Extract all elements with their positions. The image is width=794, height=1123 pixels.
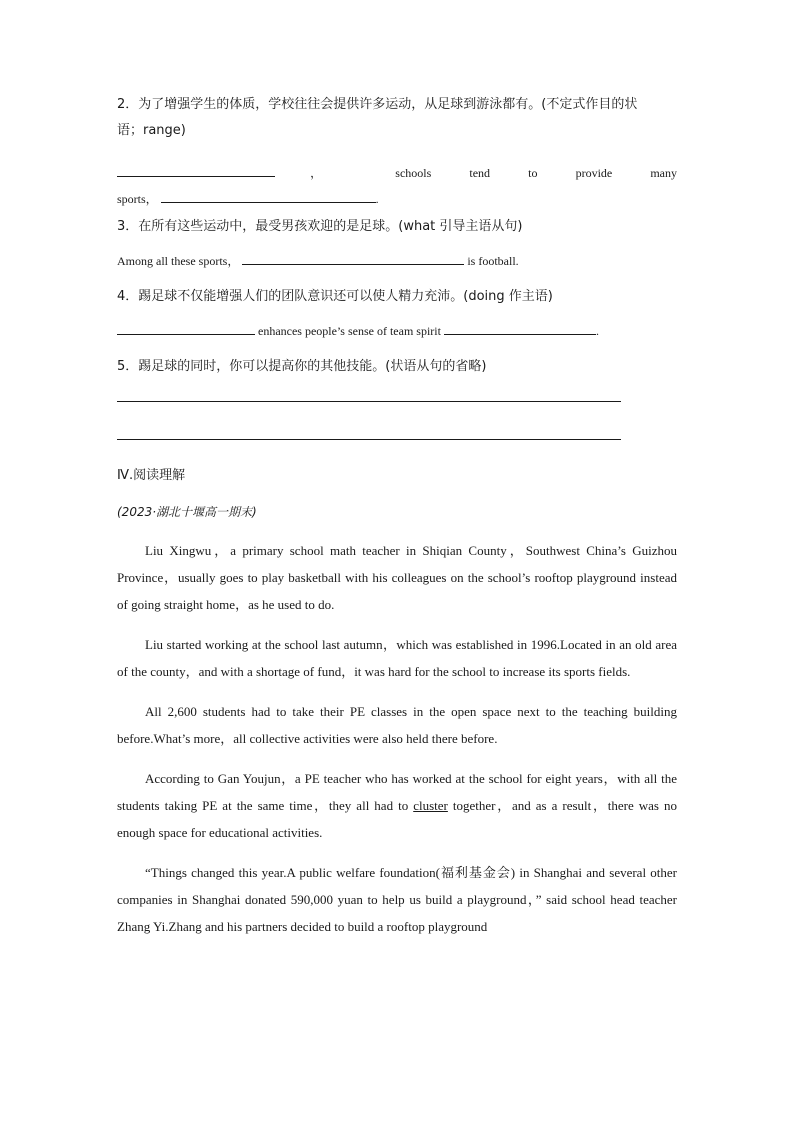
q2-word-many: many	[650, 166, 677, 180]
q2-period: .	[375, 192, 379, 206]
source-note: (2023·湖北十堰高一期末)	[117, 505, 257, 519]
question-2-prompt	[117, 92, 677, 144]
q2-word-to: to	[528, 166, 538, 180]
q2-word-schools: schools	[395, 166, 432, 180]
document-page	[117, 92, 677, 940]
q2-blank-2[interactable]	[161, 188, 376, 203]
passage-paragraph-1: Liu Xingwu，a primary school math teacher in Shiqian County，Southwest China’s Guizhou Province，usually goes to play basketball with his colleagues on the school’s rooftop playground instead of going straight home，as he used to do.	[117, 543, 677, 612]
q3-after: is football.	[464, 254, 519, 268]
q3-answer-line	[117, 248, 677, 274]
question-3-prompt: 3．在所有这些运动中，最受男孩欢迎的是足球。(what 引导主语从句)	[117, 219, 523, 234]
p4-part-a: According to Gan Youjun，a PE teacher who has worked at the school for eight years，with all the students taking PE at the same time，they all had to	[117, 771, 677, 813]
q2-answer-line2	[117, 186, 677, 212]
p4-part-b: together，and as a result，there was no enough space for educational activities.	[117, 798, 677, 840]
q3-blank[interactable]	[242, 250, 464, 265]
p4-underlined-word: cluster	[413, 798, 448, 813]
q2-line2: 语；range)	[117, 123, 186, 138]
q4-blank-2[interactable]	[444, 320, 596, 335]
q5-blank-line-2[interactable]	[117, 438, 621, 440]
q4-answer-line	[117, 318, 677, 344]
passage-paragraph-4	[117, 765, 677, 846]
q4-blank-1[interactable]	[117, 320, 255, 335]
q2-answer-line1	[117, 160, 677, 186]
q2-word-sports: sports，	[117, 192, 158, 206]
q4-period: .	[595, 324, 599, 338]
q2-line1: 2．为了增强学生的体质，学校往往会提供许多运动，从足球到游泳都有。(不定式作目的状	[117, 97, 638, 112]
section-title: Ⅳ.阅读理解	[117, 468, 186, 483]
passage-paragraph-3: All 2,600 students had to take their PE classes in the open space next to the teaching building before.What’s more，all collective activities were also held there before.	[117, 704, 677, 746]
passage-paragraph-2: Liu started working at the school last autumn，which was established in 1996.Located in an old area of the county，and with a shortage of fund，it was hard for the school to increase its sports fields.	[117, 637, 677, 679]
question-5-prompt: 5．踢足球的同时，你可以提高你的其他技能。(状语从句的省略)	[117, 359, 487, 374]
q2-blank-1[interactable]	[117, 162, 275, 177]
question-4-prompt: 4．踢足球不仅能增强人们的团队意识还可以使人精力充沛。(doing 作主语)	[117, 289, 553, 304]
passage-paragraph-5: “Things changed this year.A public welfare foundation(福利基金会) in Shanghai and several other companies in Shanghai donated 590,000 yuan to help us build a playground，” said school head teacher Zhang Yi.Zhang and his partners decided to build a rooftop playground	[117, 865, 677, 934]
q2-comma: ，	[275, 166, 358, 180]
q3-before: Among all these sports，	[117, 254, 240, 268]
q2-word-provide: provide	[575, 166, 613, 180]
q5-blank-line-1[interactable]	[117, 400, 621, 402]
q2-word-tend: tend	[469, 166, 491, 180]
q4-middle: enhances people’s sense of team spirit	[255, 324, 444, 338]
